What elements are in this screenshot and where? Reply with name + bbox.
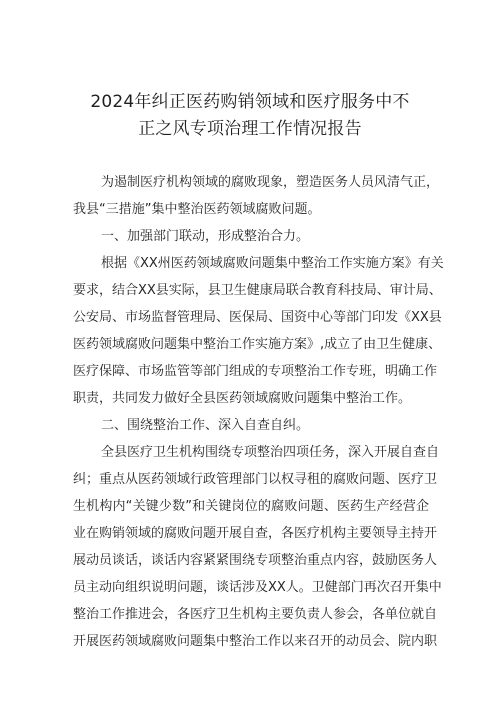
paragraph-line: 职责，共同发力做好全县医药领域腐败问题集中整治工作。 xyxy=(73,391,412,406)
paragraph-intro-line: 我县“三措施”集中整治医药领域腐败问题。 xyxy=(73,202,321,217)
paragraph-line: 全县医疗卫生机构围绕专项整治四项任务，深入开展自查自 xyxy=(101,445,440,460)
paragraph-line: 医药领域腐败问题集中整治工作实施方案》,成立了由卫生健康、 xyxy=(73,337,442,352)
paragraph-line: 展动员谈话，谈话内容紧紧围绕专项整治重点内容，鼓励医务人 xyxy=(73,553,438,568)
paragraph-line: 要求，结合XX县实际，县卫生健康局联合教育科技局、审计局、 xyxy=(73,283,442,298)
paragraph-line: 生机构内“关键少数”和关键岗位的腐败问题、医药生产经营企 xyxy=(73,499,429,514)
title-line-1: 2024年纠正医药购销领域和医疗服务中不 xyxy=(90,92,410,112)
paragraph-line: 纠；重点从医药领域行政管理部门以权寻租的腐败问题、医疗卫 xyxy=(73,472,438,487)
paragraph-line: 开展医药领域腐败问题集中整治工作以来召开的动员会、院内职 xyxy=(73,634,438,649)
paragraph-intro-line: 为遏制医疗机构领域的腐败现象，塑造医务人员风清气正， xyxy=(101,175,440,190)
paragraph-line: 公安局、市场监督管理局、医保局、国资中心等部门印发《XX县 xyxy=(73,310,442,325)
title-line-2: 正之风专项治理工作情况报告 xyxy=(138,119,362,139)
paragraph-line: 整治工作推进会，各医疗卫生机构主要负责人参会，各单位就自 xyxy=(73,607,438,622)
paragraph-line: 医疗保障、市场监管等部门组成的专项整治工作专班，明确工作 xyxy=(73,364,438,379)
paragraph-line: 业在购销领域的腐败问题开展自查，各医疗机构主要领导主持开 xyxy=(73,526,438,541)
section-heading-2: 二、围绕整治工作、深入自查自纠。 xyxy=(101,418,310,433)
section-heading-1: 一、加强部门联动，形成整治合力。 xyxy=(101,229,310,244)
paragraph-line: 员主动向组织说明问题，谈话涉及XX人。卫健部门再次召开集中 xyxy=(73,580,442,595)
paragraph-line: 根据《XX州医药领域腐败问题集中整治工作实施方案》有关 xyxy=(101,256,444,271)
